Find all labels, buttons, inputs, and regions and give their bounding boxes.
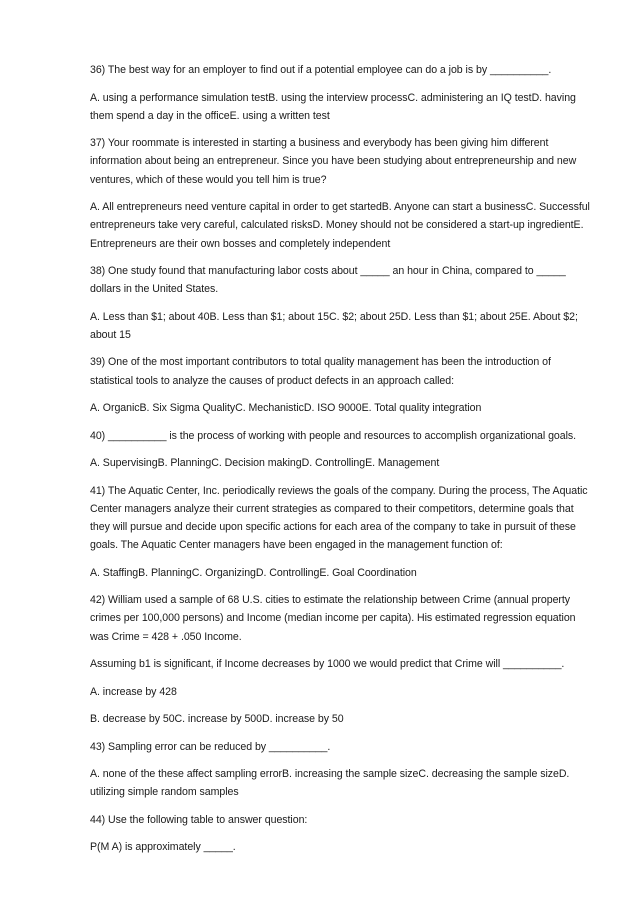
question-37: 37) Your roommate is interested in starting a business and everybody has been giving him different information about being an entrepreneur. Since you have been studying about entrepreneurship and new ventures, which of these would you tell him is true? bbox=[90, 137, 577, 186]
answers-39: A. OrganicB. Six Sigma QualityC. MechanisticD. ISO 9000E. Total quality integration bbox=[90, 402, 482, 415]
answers-38: A. Less than $1; about 40B. Less than $1; about 15C. $2; about 25D. Less than $1; about 25E. About $2; about 15 bbox=[90, 310, 578, 341]
question-36: 36) The best way for an employer to find out if a potential employee can do a job is by __________. bbox=[90, 64, 552, 76]
question-44: 44) Use the following table to answer question: bbox=[90, 813, 308, 826]
question-42: 42) William used a sample of 68 U.S. cities to estimate the relationship between Crime (annual property crimes per 100,000 persons) and Income (median income per capita). His estimated regression equation was Crime = 428 + .050 Income. bbox=[90, 594, 576, 643]
answers-36: A. using a performance simulation testB. using the interview processC. administering an IQ testD. having them spend a day in the officeE. using a written test bbox=[90, 91, 576, 122]
answers-41: A. StaffingB. PlanningC. OrganizingD. ControllingE. Goal Coordination bbox=[90, 566, 417, 579]
answers-43: A. none of the these affect sampling errorB. increasing the sample sizeC. decreasing the sample sizeD. utilizing simple random samples bbox=[90, 768, 570, 799]
question-40: 40) __________ is the process of working with people and resources to accomplish organizational goals. bbox=[90, 429, 577, 442]
answers-37: A. All entrepreneurs need venture capital in order to get startedB. Anyone can start a businessC. Successful entrepreneurs take very careful, calculated risksD. Money should not be considered a start-up ingredientE. Entrepreneurs are their own bosses and completely independent bbox=[90, 201, 590, 250]
question-41: 41) The Aquatic Center, Inc. periodically reviews the goals of the company. During the process, The Aquatic Center managers analyze their current strategies as compared to their competitors, determine goals that they will pursue and decide upon specific actions for each area of the company to take in pursuit of these goals. The Aquatic Center managers have been engaged in the management function of: bbox=[90, 484, 588, 552]
question-38: 38) One study found that manufacturing labor costs about _____ an hour in China, compared to _____ dollars in the United States. bbox=[90, 265, 566, 296]
question-43: 43) Sampling error can be reduced by __________. bbox=[90, 740, 331, 753]
question-44-prompt: P(M A) is approximately _____. bbox=[90, 841, 236, 854]
question-39: 39) One of the most important contributors to total quality management has been the introduction of statistical tools to analyze the causes of product defects in an approach called: bbox=[90, 356, 551, 387]
answers-42-b: B. decrease by 50C. increase by 500D. increase by 50 bbox=[90, 713, 344, 726]
answers-40: A. SupervisingB. PlanningC. Decision makingD. ControllingE. Management bbox=[90, 457, 440, 470]
answers-42-a: A. increase by 428 bbox=[90, 685, 177, 698]
question-42-prompt: Assuming b1 is significant, if Income decreases by 1000 we would predict that Crime will __________. bbox=[90, 658, 565, 671]
document-page bbox=[90, 61, 594, 866]
